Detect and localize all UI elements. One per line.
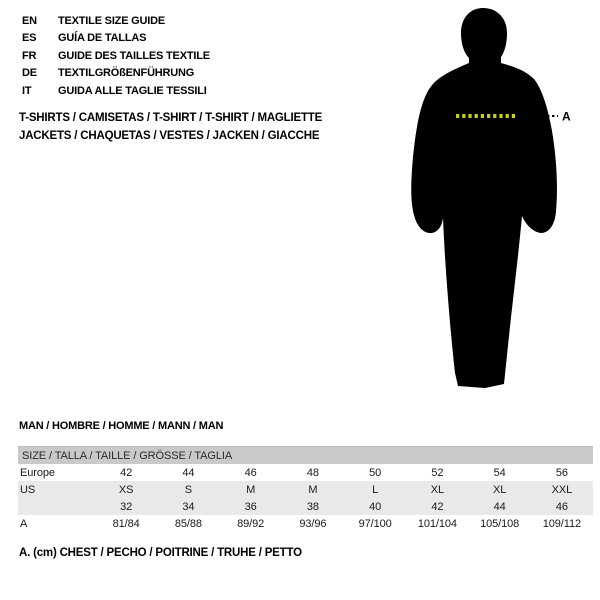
size-cell: S <box>184 483 192 496</box>
language-row-de <box>22 65 210 83</box>
row-label <box>18 498 95 515</box>
language-label: GUIDE DES TAILLES TEXTILE <box>58 49 210 62</box>
size-cell: 40 <box>369 500 382 513</box>
size-cell: 101/104 <box>417 518 457 530</box>
size-cell: 93/96 <box>299 518 327 530</box>
size-cell: 42 <box>120 466 133 479</box>
size-cell: XS <box>118 483 134 496</box>
category-list <box>19 110 322 145</box>
row-label: A <box>20 518 28 530</box>
size-table-header: SIZE / TALLA / TAILLE / GRÖSSE / TAGLIA <box>18 447 593 465</box>
size-cell: 46 <box>244 466 257 479</box>
size-cell: 109/112 <box>542 518 581 530</box>
size-table-header-row <box>18 447 593 465</box>
table-row-europe <box>18 464 593 481</box>
table-row-alt-sizes <box>18 498 593 515</box>
language-code: ES <box>22 32 37 45</box>
man-silhouette-shape <box>411 8 557 388</box>
size-cell: 48 <box>306 466 319 479</box>
category-jackets: JACKETS / CHAQUETAS / VESTES / JACKEN / GIACCHE <box>19 129 320 142</box>
size-cell: 38 <box>306 500 319 513</box>
language-label: TEXTILGRÖßENFÜHRUNG <box>58 67 195 80</box>
section-title-man: MAN / HOMBRE / HOMME / MANN / MAN <box>19 420 224 432</box>
language-code: FR <box>22 49 37 62</box>
language-code: EN <box>22 14 37 27</box>
size-cell: XL <box>430 483 444 496</box>
size-cell: 50 <box>369 466 382 479</box>
table-row-us <box>18 481 593 498</box>
language-code: IT <box>22 84 32 97</box>
row-label: Europe <box>20 466 55 479</box>
language-label: GUIDA ALLE TAGLIE TESSILI <box>58 84 207 97</box>
language-row-fr <box>22 47 210 65</box>
language-row-en <box>22 12 210 30</box>
size-table <box>18 446 593 533</box>
language-row-es <box>22 30 210 48</box>
row-label: US <box>20 483 36 496</box>
table-row-chest <box>18 515 593 533</box>
measure-label-a: A <box>562 109 571 124</box>
chest-footnote: A. (cm) CHEST / PECHO / POITRINE / TRUHE / PETTO <box>19 547 302 559</box>
size-cell: 81/84 <box>112 518 140 530</box>
language-code: DE <box>22 67 37 80</box>
size-cell: 34 <box>182 500 195 513</box>
size-cell: XL <box>492 483 507 496</box>
language-list <box>22 12 210 100</box>
language-row-it <box>22 82 210 100</box>
size-cell: M <box>246 483 256 496</box>
size-cell: 42 <box>431 500 444 513</box>
size-cell: 105/108 <box>480 518 520 530</box>
category-tshirts: T-SHIRTS / CAMISETAS / T-SHIRT / T-SHIRT / MAGLIETTE <box>19 112 323 124</box>
man-back-silhouette-icon <box>405 5 580 400</box>
size-cell: 85/88 <box>174 518 202 530</box>
size-cell: M <box>308 483 318 496</box>
language-label: GUÍA DE TALLAS <box>58 32 147 45</box>
language-label: TEXTILE SIZE GUIDE <box>58 14 166 27</box>
size-cell: XXL <box>551 483 573 496</box>
size-cell: 44 <box>182 466 195 479</box>
measurement-figure <box>405 5 580 400</box>
size-cell: 44 <box>493 500 506 513</box>
size-cell: 97/100 <box>358 518 392 530</box>
size-cell: L <box>372 483 379 496</box>
size-cell: 56 <box>555 466 568 479</box>
size-cell: 46 <box>555 500 568 513</box>
size-cell: 52 <box>431 466 444 479</box>
size-cell: 36 <box>244 500 257 513</box>
size-cell: 32 <box>120 500 133 513</box>
size-cell: 89/92 <box>237 518 265 530</box>
size-cell: 54 <box>493 466 506 479</box>
